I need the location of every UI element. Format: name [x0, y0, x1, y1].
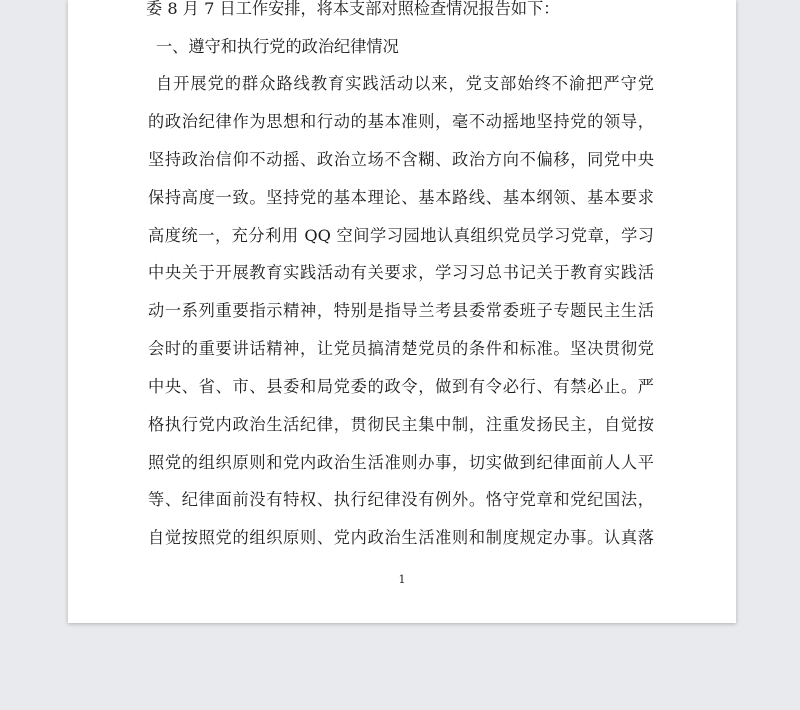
text-line-15: 自觉按照党的组织原则、党内政治生活准则和制度规定办事。认真落 [148, 528, 654, 547]
text-line-4: 的政治纪律作为思想和行动的基本准则，毫不动摇地坚持党的领导， [148, 112, 654, 131]
text-line-14: 等、纪律面前没有特权、执行纪律没有例外。恪守党章和党纪国法， [148, 490, 654, 509]
text-line-1: 委 8 月 7 日工作安排，将本支部对照检查情况报告如下： [146, 0, 560, 18]
text-line-12: 格执行党内政治生活纪律，贯彻民主集中制，注重发扬民主，自觉按 [148, 415, 654, 434]
document-page [68, 0, 736, 623]
text-line-8: 中央关于开展教育实践活动有关要求，学习习总书记关于教育实践活 [148, 263, 654, 282]
section-heading: 一、遵守和执行党的政治纪律情况 [156, 37, 399, 56]
text-line-11: 中央、省、市、县委和局党委的政令，做到有令必行、有禁必止。严 [148, 377, 654, 396]
text-line-9: 动一系列重要指示精神，特别是指导兰考县委常委班子专题民主生活 [148, 301, 654, 320]
text-line-7: 高度统一，充分利用 QQ 空间学习园地认真组织党员学习党章，学习 [148, 226, 654, 245]
text-line-13: 照党的组织原则和党内政治生活准则办事，切实做到纪律面前人人平 [148, 453, 654, 472]
page-number: 1 [398, 573, 406, 586]
text-line-10: 会时的重要讲话精神，让党员搞清楚党员的条件和标准。坚决贯彻党 [148, 339, 654, 358]
text-line-6: 保持高度一致。坚持党的基本理论、基本路线、基本纲领、基本要求 [148, 188, 654, 207]
text-line-3: 自开展党的群众路线教育实践活动以来，党支部始终不渝把严守党 [156, 74, 654, 93]
text-line-5: 坚持政治信仰不动摇、政治立场不含糊、政治方向不偏移，同党中央 [148, 150, 654, 169]
